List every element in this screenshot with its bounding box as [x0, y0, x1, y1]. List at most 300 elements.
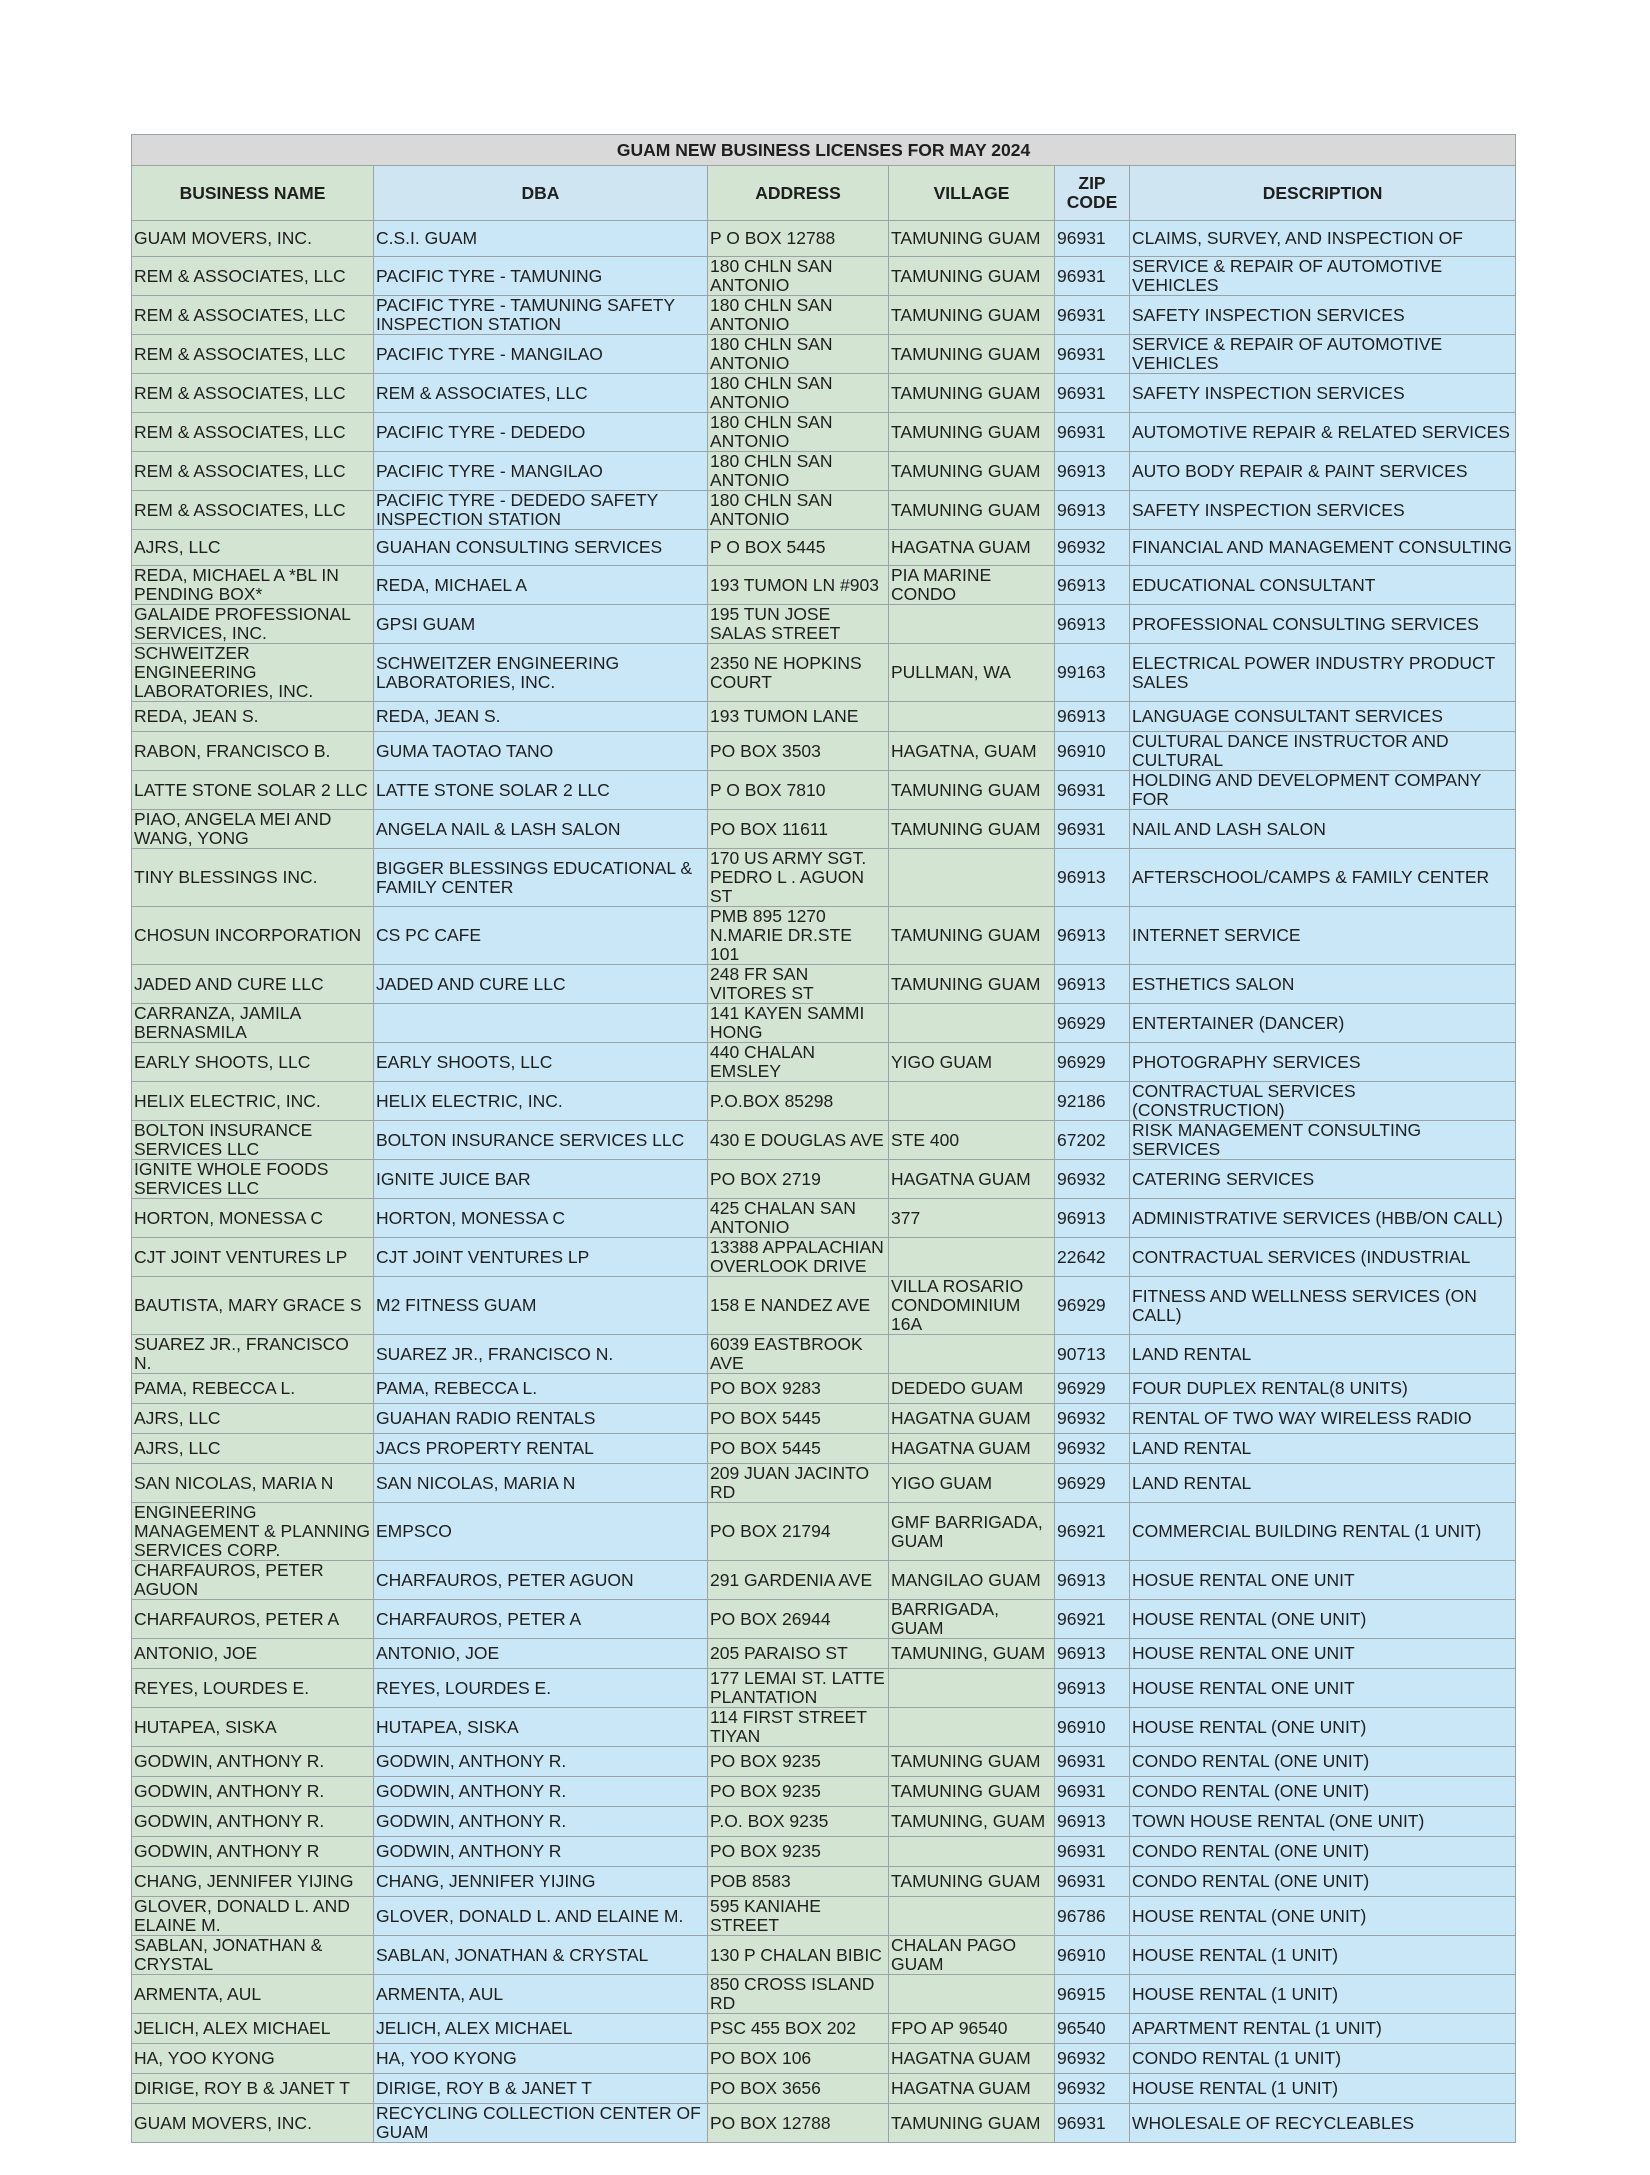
table-row: [132, 1807, 1516, 1837]
village-cell: TAMUNING GUAM: [889, 335, 1055, 374]
zip-code-cell: 96931: [1055, 1867, 1130, 1897]
address-cell: 425 CHALAN SAN ANTONIO: [708, 1199, 889, 1238]
table-row: [132, 2014, 1516, 2044]
description-cell: AUTOMOTIVE REPAIR & RELATED SERVICES: [1130, 413, 1516, 452]
description-cell: FOUR DUPLEX RENTAL(8 UNITS): [1130, 1374, 1516, 1404]
zip-code-cell: 96913: [1055, 452, 1130, 491]
table-row: [132, 221, 1516, 257]
table-row: [132, 452, 1516, 491]
description-cell: CONTRACTUAL SERVICES (INDUSTRIAL: [1130, 1238, 1516, 1277]
village-cell: HAGATNA GUAM: [889, 1160, 1055, 1199]
dba-cell: CJT JOINT VENTURES LP: [374, 1238, 708, 1277]
zip-code-cell: 96921: [1055, 1600, 1130, 1639]
description-cell: FITNESS AND WELLNESS SERVICES (ON CALL): [1130, 1277, 1516, 1335]
address-cell: 13388 APPALACHIAN OVERLOOK DRIVE: [708, 1238, 889, 1277]
table-row: [132, 1199, 1516, 1238]
dba-cell: GLOVER, DONALD L. AND ELAINE M.: [374, 1897, 708, 1936]
zip-code-cell: 96913: [1055, 1807, 1130, 1837]
address-cell: 291 GARDENIA AVE: [708, 1561, 889, 1600]
village-cell: YIGO GUAM: [889, 1464, 1055, 1503]
zip-code-cell: 96931: [1055, 1837, 1130, 1867]
business-name-cell: REYES, LOURDES E.: [132, 1669, 374, 1708]
business-name-cell: REM & ASSOCIATES, LLC: [132, 413, 374, 452]
village-cell: [889, 1004, 1055, 1043]
address-cell: PO BOX 5445: [708, 1404, 889, 1434]
description-cell: ADMINISTRATIVE SERVICES (HBB/ON CALL): [1130, 1199, 1516, 1238]
dba-cell: REYES, LOURDES E.: [374, 1669, 708, 1708]
address-cell: 180 CHLN SAN ANTONIO: [708, 491, 889, 530]
address-cell: 2350 NE HOPKINS COURT: [708, 644, 889, 702]
dba-cell: PACIFIC TYRE - MANGILAO: [374, 335, 708, 374]
zip-code-cell: 96931: [1055, 1747, 1130, 1777]
description-cell: LAND RENTAL: [1130, 1464, 1516, 1503]
zip-code-cell: 96910: [1055, 1936, 1130, 1975]
table-row: [132, 566, 1516, 605]
business-name-cell: CHARFAUROS, PETER A: [132, 1600, 374, 1639]
dba-cell: LATTE STONE SOLAR 2 LLC: [374, 771, 708, 810]
village-cell: TAMUNING GUAM: [889, 452, 1055, 491]
village-cell: HAGATNA GUAM: [889, 1404, 1055, 1434]
table-row: [132, 1936, 1516, 1975]
village-cell: [889, 1238, 1055, 1277]
zip-code-cell: 96932: [1055, 2074, 1130, 2104]
business-name-cell: GALAIDE PROFESSIONAL SERVICES, INC.: [132, 605, 374, 644]
dba-cell: GODWIN, ANTHONY R.: [374, 1747, 708, 1777]
business-name-cell: CHARFAUROS, PETER AGUON: [132, 1561, 374, 1600]
address-cell: PO BOX 9235: [708, 1747, 889, 1777]
dba-cell: GODWIN, ANTHONY R.: [374, 1807, 708, 1837]
dba-cell: C.S.I. GUAM: [374, 221, 708, 257]
table-row: [132, 1277, 1516, 1335]
description-cell: SAFETY INSPECTION SERVICES: [1130, 491, 1516, 530]
village-cell: TAMUNING GUAM: [889, 413, 1055, 452]
description-cell: HOLDING AND DEVELOPMENT COMPANY FOR: [1130, 771, 1516, 810]
table-row: [132, 491, 1516, 530]
column-header-zip-code: ZIP CODE: [1055, 166, 1130, 221]
table-row: [132, 771, 1516, 810]
zip-code-cell: 96913: [1055, 965, 1130, 1004]
table-row: [132, 1004, 1516, 1043]
table-row: [132, 1600, 1516, 1639]
business-name-cell: HA, YOO KYONG: [132, 2044, 374, 2074]
zip-code-cell: 96910: [1055, 732, 1130, 771]
village-cell: YIGO GUAM: [889, 1043, 1055, 1082]
zip-code-cell: 96913: [1055, 1639, 1130, 1669]
address-cell: 205 PARAISO ST: [708, 1639, 889, 1669]
description-cell: EDUCATIONAL CONSULTANT: [1130, 566, 1516, 605]
address-cell: 180 CHLN SAN ANTONIO: [708, 413, 889, 452]
description-cell: TOWN HOUSE RENTAL (ONE UNIT): [1130, 1807, 1516, 1837]
dba-cell: PACIFIC TYRE - MANGILAO: [374, 452, 708, 491]
dba-cell: RECYCLING COLLECTION CENTER OF GUAM: [374, 2104, 708, 2143]
address-cell: 170 US ARMY SGT. PEDRO L . AGUON ST: [708, 849, 889, 907]
table-row: [132, 1561, 1516, 1600]
dba-cell: PACIFIC TYRE - TAMUNING: [374, 257, 708, 296]
village-cell: TAMUNING GUAM: [889, 374, 1055, 413]
address-cell: PO BOX 3656: [708, 2074, 889, 2104]
zip-code-cell: 96932: [1055, 530, 1130, 566]
dba-cell: PAMA, REBECCA L.: [374, 1374, 708, 1404]
village-cell: [889, 605, 1055, 644]
table-row: [132, 1747, 1516, 1777]
description-cell: CONDO RENTAL (1 UNIT): [1130, 2044, 1516, 2074]
zip-code-cell: 99163: [1055, 644, 1130, 702]
village-cell: TAMUNING GUAM: [889, 491, 1055, 530]
zip-code-cell: 92186: [1055, 1082, 1130, 1121]
business-name-cell: SUAREZ JR., FRANCISCO N.: [132, 1335, 374, 1374]
village-cell: HAGATNA GUAM: [889, 2074, 1055, 2104]
dba-cell: HUTAPEA, SISKA: [374, 1708, 708, 1747]
business-name-cell: REM & ASSOCIATES, LLC: [132, 491, 374, 530]
address-cell: 130 P CHALAN BIBIC: [708, 1936, 889, 1975]
address-cell: 193 TUMON LN #903: [708, 566, 889, 605]
business-name-cell: JADED AND CURE LLC: [132, 965, 374, 1004]
address-cell: 180 CHLN SAN ANTONIO: [708, 296, 889, 335]
village-cell: [889, 1975, 1055, 2014]
business-name-cell: CARRANZA, JAMILA BERNASMILA: [132, 1004, 374, 1043]
table-row: [132, 1867, 1516, 1897]
village-cell: TAMUNING GUAM: [889, 907, 1055, 965]
business-name-cell: GODWIN, ANTHONY R: [132, 1837, 374, 1867]
address-cell: PO BOX 9235: [708, 1777, 889, 1807]
zip-code-cell: 96932: [1055, 2044, 1130, 2074]
dba-cell: EMPSCO: [374, 1503, 708, 1561]
table-row: [132, 374, 1516, 413]
zip-code-cell: 67202: [1055, 1121, 1130, 1160]
column-header-business-name: BUSINESS NAME: [132, 166, 374, 221]
dba-cell: JADED AND CURE LLC: [374, 965, 708, 1004]
table-row: [132, 1160, 1516, 1199]
address-cell: P O BOX 7810: [708, 771, 889, 810]
table-row: [132, 1777, 1516, 1807]
village-cell: STE 400: [889, 1121, 1055, 1160]
zip-code-cell: 96932: [1055, 1160, 1130, 1199]
address-cell: 430 E DOUGLAS AVE: [708, 1121, 889, 1160]
dba-cell: CS PC CAFE: [374, 907, 708, 965]
business-name-cell: GODWIN, ANTHONY R.: [132, 1777, 374, 1807]
address-cell: 595 KANIAHE STREET: [708, 1897, 889, 1936]
address-cell: PO BOX 5445: [708, 1434, 889, 1464]
business-name-cell: BOLTON INSURANCE SERVICES LLC: [132, 1121, 374, 1160]
table-row: [132, 1897, 1516, 1936]
village-cell: [889, 1082, 1055, 1121]
village-cell: TAMUNING GUAM: [889, 296, 1055, 335]
address-cell: 180 CHLN SAN ANTONIO: [708, 335, 889, 374]
table-row: [132, 296, 1516, 335]
address-cell: 195 TUN JOSE SALAS STREET: [708, 605, 889, 644]
description-cell: SERVICE & REPAIR OF AUTOMOTIVE VEHICLES: [1130, 257, 1516, 296]
address-cell: 248 FR SAN VITORES ST: [708, 965, 889, 1004]
dba-cell: GPSI GUAM: [374, 605, 708, 644]
village-cell: GMF BARRIGADA, GUAM: [889, 1503, 1055, 1561]
dba-cell: CHARFAUROS, PETER A: [374, 1600, 708, 1639]
dba-cell: PACIFIC TYRE - TAMUNING SAFETY INSPECTION STATION: [374, 296, 708, 335]
table-row: [132, 1669, 1516, 1708]
description-cell: RISK MANAGEMENT CONSULTING SERVICES: [1130, 1121, 1516, 1160]
zip-code-cell: 96921: [1055, 1503, 1130, 1561]
description-cell: LAND RENTAL: [1130, 1335, 1516, 1374]
business-name-cell: ENGINEERING MANAGEMENT & PLANNING SERVICES CORP.: [132, 1503, 374, 1561]
village-cell: TAMUNING GUAM: [889, 221, 1055, 257]
dba-cell: SCHWEITZER ENGINEERING LABORATORIES, INC.: [374, 644, 708, 702]
village-cell: BARRIGADA, GUAM: [889, 1600, 1055, 1639]
address-cell: P.O.BOX 85298: [708, 1082, 889, 1121]
business-name-cell: HELIX ELECTRIC, INC.: [132, 1082, 374, 1121]
village-cell: [889, 1897, 1055, 1936]
table-row: [132, 1639, 1516, 1669]
dba-cell: GUAHAN CONSULTING SERVICES: [374, 530, 708, 566]
table-row: [132, 965, 1516, 1004]
description-cell: HOSUE RENTAL ONE UNIT: [1130, 1561, 1516, 1600]
description-cell: NAIL AND LASH SALON: [1130, 810, 1516, 849]
description-cell: CONDO RENTAL (ONE UNIT): [1130, 1837, 1516, 1867]
address-cell: P O BOX 5445: [708, 530, 889, 566]
table-row: [132, 2104, 1516, 2143]
business-name-cell: IGNITE WHOLE FOODS SERVICES LLC: [132, 1160, 374, 1199]
dba-cell: ARMENTA, AUL: [374, 1975, 708, 2014]
dba-cell: SABLAN, JONATHAN & CRYSTAL: [374, 1936, 708, 1975]
village-cell: HAGATNA GUAM: [889, 2044, 1055, 2074]
business-name-cell: RABON, FRANCISCO B.: [132, 732, 374, 771]
address-cell: 177 LEMAI ST. LATTE PLANTATION: [708, 1669, 889, 1708]
description-cell: PHOTOGRAPHY SERVICES: [1130, 1043, 1516, 1082]
dba-cell: GODWIN, ANTHONY R: [374, 1837, 708, 1867]
description-cell: PROFESSIONAL CONSULTING SERVICES: [1130, 605, 1516, 644]
village-cell: FPO AP 96540: [889, 2014, 1055, 2044]
zip-code-cell: 96929: [1055, 1277, 1130, 1335]
business-name-cell: REM & ASSOCIATES, LLC: [132, 452, 374, 491]
description-cell: COMMERCIAL BUILDING RENTAL (1 UNIT): [1130, 1503, 1516, 1561]
table-row: [132, 732, 1516, 771]
address-cell: PO BOX 3503: [708, 732, 889, 771]
dba-cell: REM & ASSOCIATES, LLC: [374, 374, 708, 413]
business-name-cell: CHANG, JENNIFER YIJING: [132, 1867, 374, 1897]
business-name-cell: CHOSUN INCORPORATION: [132, 907, 374, 965]
zip-code-cell: 96931: [1055, 296, 1130, 335]
description-cell: HOUSE RENTAL (ONE UNIT): [1130, 1897, 1516, 1936]
table-row: [132, 1238, 1516, 1277]
zip-code-cell: 96913: [1055, 1561, 1130, 1600]
address-cell: PO BOX 106: [708, 2044, 889, 2074]
business-name-cell: DIRIGE, ROY B & JANET T: [132, 2074, 374, 2104]
description-cell: ESTHETICS SALON: [1130, 965, 1516, 1004]
description-cell: AUTO BODY REPAIR & PAINT SERVICES: [1130, 452, 1516, 491]
village-cell: TAMUNING, GUAM: [889, 1807, 1055, 1837]
address-cell: PO BOX 9235: [708, 1837, 889, 1867]
dba-cell: SAN NICOLAS, MARIA N: [374, 1464, 708, 1503]
business-name-cell: HUTAPEA, SISKA: [132, 1708, 374, 1747]
village-cell: HAGATNA, GUAM: [889, 732, 1055, 771]
address-cell: PO BOX 12788: [708, 2104, 889, 2143]
description-cell: ENTERTAINER (DANCER): [1130, 1004, 1516, 1043]
business-name-cell: JELICH, ALEX MICHAEL: [132, 2014, 374, 2044]
column-header-dba: DBA: [374, 166, 708, 221]
table-row: [132, 605, 1516, 644]
dba-cell: GUAHAN RADIO RENTALS: [374, 1404, 708, 1434]
dba-cell: BOLTON INSURANCE SERVICES LLC: [374, 1121, 708, 1160]
zip-code-cell: 96931: [1055, 771, 1130, 810]
zip-code-cell: 96913: [1055, 491, 1130, 530]
dba-cell: REDA, JEAN S.: [374, 702, 708, 732]
table-row: [132, 335, 1516, 374]
address-cell: 180 CHLN SAN ANTONIO: [708, 374, 889, 413]
dba-cell: EARLY SHOOTS, LLC: [374, 1043, 708, 1082]
village-cell: [889, 1708, 1055, 1747]
business-name-cell: REM & ASSOCIATES, LLC: [132, 374, 374, 413]
dba-cell: GODWIN, ANTHONY R.: [374, 1777, 708, 1807]
table-row: [132, 413, 1516, 452]
zip-code-cell: 96913: [1055, 1199, 1130, 1238]
village-cell: TAMUNING GUAM: [889, 810, 1055, 849]
description-cell: SERVICE & REPAIR OF AUTOMOTIVE VEHICLES: [1130, 335, 1516, 374]
zip-code-cell: 96929: [1055, 1464, 1130, 1503]
description-cell: CONDO RENTAL (ONE UNIT): [1130, 1747, 1516, 1777]
description-cell: HOUSE RENTAL (1 UNIT): [1130, 1936, 1516, 1975]
description-cell: HOUSE RENTAL (ONE UNIT): [1130, 1600, 1516, 1639]
village-cell: PULLMAN, WA: [889, 644, 1055, 702]
village-cell: [889, 849, 1055, 907]
village-cell: HAGATNA GUAM: [889, 1434, 1055, 1464]
business-name-cell: BAUTISTA, MARY GRACE S: [132, 1277, 374, 1335]
business-name-cell: AJRS, LLC: [132, 1404, 374, 1434]
table-row: [132, 1374, 1516, 1404]
village-cell: CHALAN PAGO GUAM: [889, 1936, 1055, 1975]
zip-code-cell: 96929: [1055, 1043, 1130, 1082]
description-cell: CULTURAL DANCE INSTRUCTOR AND CULTURAL: [1130, 732, 1516, 771]
village-cell: [889, 1669, 1055, 1708]
village-cell: TAMUNING, GUAM: [889, 1639, 1055, 1669]
table-row: [132, 1975, 1516, 2014]
business-name-cell: REM & ASSOCIATES, LLC: [132, 335, 374, 374]
description-cell: AFTERSCHOOL/CAMPS & FAMILY CENTER: [1130, 849, 1516, 907]
business-name-cell: TINY BLESSINGS INC.: [132, 849, 374, 907]
business-name-cell: SAN NICOLAS, MARIA N: [132, 1464, 374, 1503]
table-title: GUAM NEW BUSINESS LICENSES FOR MAY 2024: [132, 135, 1516, 166]
zip-code-cell: 96931: [1055, 810, 1130, 849]
table-row: [132, 907, 1516, 965]
dba-cell: ANGELA NAIL & LASH SALON: [374, 810, 708, 849]
zip-code-cell: 96931: [1055, 221, 1130, 257]
village-cell: TAMUNING GUAM: [889, 2104, 1055, 2143]
business-name-cell: PAMA, REBECCA L.: [132, 1374, 374, 1404]
zip-code-cell: 96932: [1055, 1404, 1130, 1434]
address-cell: 114 FIRST STREET TIYAN: [708, 1708, 889, 1747]
column-header-address: ADDRESS: [708, 166, 889, 221]
business-name-cell: SABLAN, JONATHAN & CRYSTAL: [132, 1936, 374, 1975]
zip-code-cell: 96910: [1055, 1708, 1130, 1747]
zip-code-cell: 96931: [1055, 1777, 1130, 1807]
address-cell: PO BOX 21794: [708, 1503, 889, 1561]
dba-cell: PACIFIC TYRE - DEDEDO: [374, 413, 708, 452]
description-cell: LAND RENTAL: [1130, 1434, 1516, 1464]
dba-cell: ANTONIO, JOE: [374, 1639, 708, 1669]
description-cell: INTERNET SERVICE: [1130, 907, 1516, 965]
village-cell: TAMUNING GUAM: [889, 771, 1055, 810]
address-cell: 850 CROSS ISLAND RD: [708, 1975, 889, 2014]
address-cell: PO BOX 26944: [708, 1600, 889, 1639]
table-row: [132, 1503, 1516, 1561]
table-row: [132, 1335, 1516, 1374]
table-row: [132, 1708, 1516, 1747]
village-cell: TAMUNING GUAM: [889, 965, 1055, 1004]
address-cell: 180 CHLN SAN ANTONIO: [708, 452, 889, 491]
table-row: [132, 702, 1516, 732]
zip-code-cell: 22642: [1055, 1238, 1130, 1277]
address-cell: P O BOX 12788: [708, 221, 889, 257]
business-name-cell: GODWIN, ANTHONY R.: [132, 1747, 374, 1777]
description-cell: CLAIMS, SURVEY, AND INSPECTION OF: [1130, 221, 1516, 257]
village-cell: [889, 1837, 1055, 1867]
business-name-cell: REDA, MICHAEL A *BL IN PENDING BOX*: [132, 566, 374, 605]
dba-cell: GUMA TAOTAO TANO: [374, 732, 708, 771]
description-cell: RENTAL OF TWO WAY WIRELESS RADIO: [1130, 1404, 1516, 1434]
village-cell: HAGATNA GUAM: [889, 530, 1055, 566]
business-name-cell: GUAM MOVERS, INC.: [132, 2104, 374, 2143]
village-cell: DEDEDO GUAM: [889, 1374, 1055, 1404]
address-cell: 6039 EASTBROOK AVE: [708, 1335, 889, 1374]
business-name-cell: ANTONIO, JOE: [132, 1639, 374, 1669]
business-name-cell: AJRS, LLC: [132, 1434, 374, 1464]
village-cell: [889, 1335, 1055, 1374]
business-name-cell: EARLY SHOOTS, LLC: [132, 1043, 374, 1082]
business-name-cell: REM & ASSOCIATES, LLC: [132, 257, 374, 296]
address-cell: PSC 455 BOX 202: [708, 2014, 889, 2044]
description-cell: CONTRACTUAL SERVICES (CONSTRUCTION): [1130, 1082, 1516, 1121]
village-cell: VILLA ROSARIO CONDOMINIUM 16A: [889, 1277, 1055, 1335]
table-row: [132, 1043, 1516, 1082]
description-cell: SAFETY INSPECTION SERVICES: [1130, 296, 1516, 335]
table-row: [132, 1464, 1516, 1503]
table-row: [132, 2044, 1516, 2074]
zip-code-cell: 96913: [1055, 1669, 1130, 1708]
business-name-cell: GODWIN, ANTHONY R.: [132, 1807, 374, 1837]
village-cell: MANGILAO GUAM: [889, 1561, 1055, 1600]
table-row: [132, 257, 1516, 296]
dba-cell: [374, 1004, 708, 1043]
address-cell: 209 JUAN JACINTO RD: [708, 1464, 889, 1503]
address-cell: 180 CHLN SAN ANTONIO: [708, 257, 889, 296]
zip-code-cell: 96786: [1055, 1897, 1130, 1936]
description-cell: ELECTRICAL POWER INDUSTRY PRODUCT SALES: [1130, 644, 1516, 702]
description-cell: HOUSE RENTAL (1 UNIT): [1130, 1975, 1516, 2014]
table-row: [132, 1121, 1516, 1160]
table-row: [132, 2074, 1516, 2104]
zip-code-cell: 96915: [1055, 1975, 1130, 2014]
table-row: [132, 1837, 1516, 1867]
description-cell: CONDO RENTAL (ONE UNIT): [1130, 1867, 1516, 1897]
address-cell: 158 E NANDEZ AVE: [708, 1277, 889, 1335]
zip-code-cell: 96931: [1055, 2104, 1130, 2143]
address-cell: 193 TUMON LANE: [708, 702, 889, 732]
business-name-cell: REDA, JEAN S.: [132, 702, 374, 732]
dba-cell: PACIFIC TYRE - DEDEDO SAFETY INSPECTION STATION: [374, 491, 708, 530]
description-cell: HOUSE RENTAL (1 UNIT): [1130, 2074, 1516, 2104]
description-cell: APARTMENT RENTAL (1 UNIT): [1130, 2014, 1516, 2044]
zip-code-cell: 90713: [1055, 1335, 1130, 1374]
dba-cell: M2 FITNESS GUAM: [374, 1277, 708, 1335]
village-cell: PIA MARINE CONDO: [889, 566, 1055, 605]
business-name-cell: REM & ASSOCIATES, LLC: [132, 296, 374, 335]
table-body: [132, 221, 1516, 2143]
zip-code-cell: 96913: [1055, 702, 1130, 732]
zip-code-cell: 96929: [1055, 1004, 1130, 1043]
address-cell: 440 CHALAN EMSLEY: [708, 1043, 889, 1082]
dba-cell: SUAREZ JR., FRANCISCO N.: [374, 1335, 708, 1374]
zip-code-cell: 96913: [1055, 907, 1130, 965]
zip-code-cell: 96540: [1055, 2014, 1130, 2044]
village-cell: 377: [889, 1199, 1055, 1238]
dba-cell: HELIX ELECTRIC, INC.: [374, 1082, 708, 1121]
